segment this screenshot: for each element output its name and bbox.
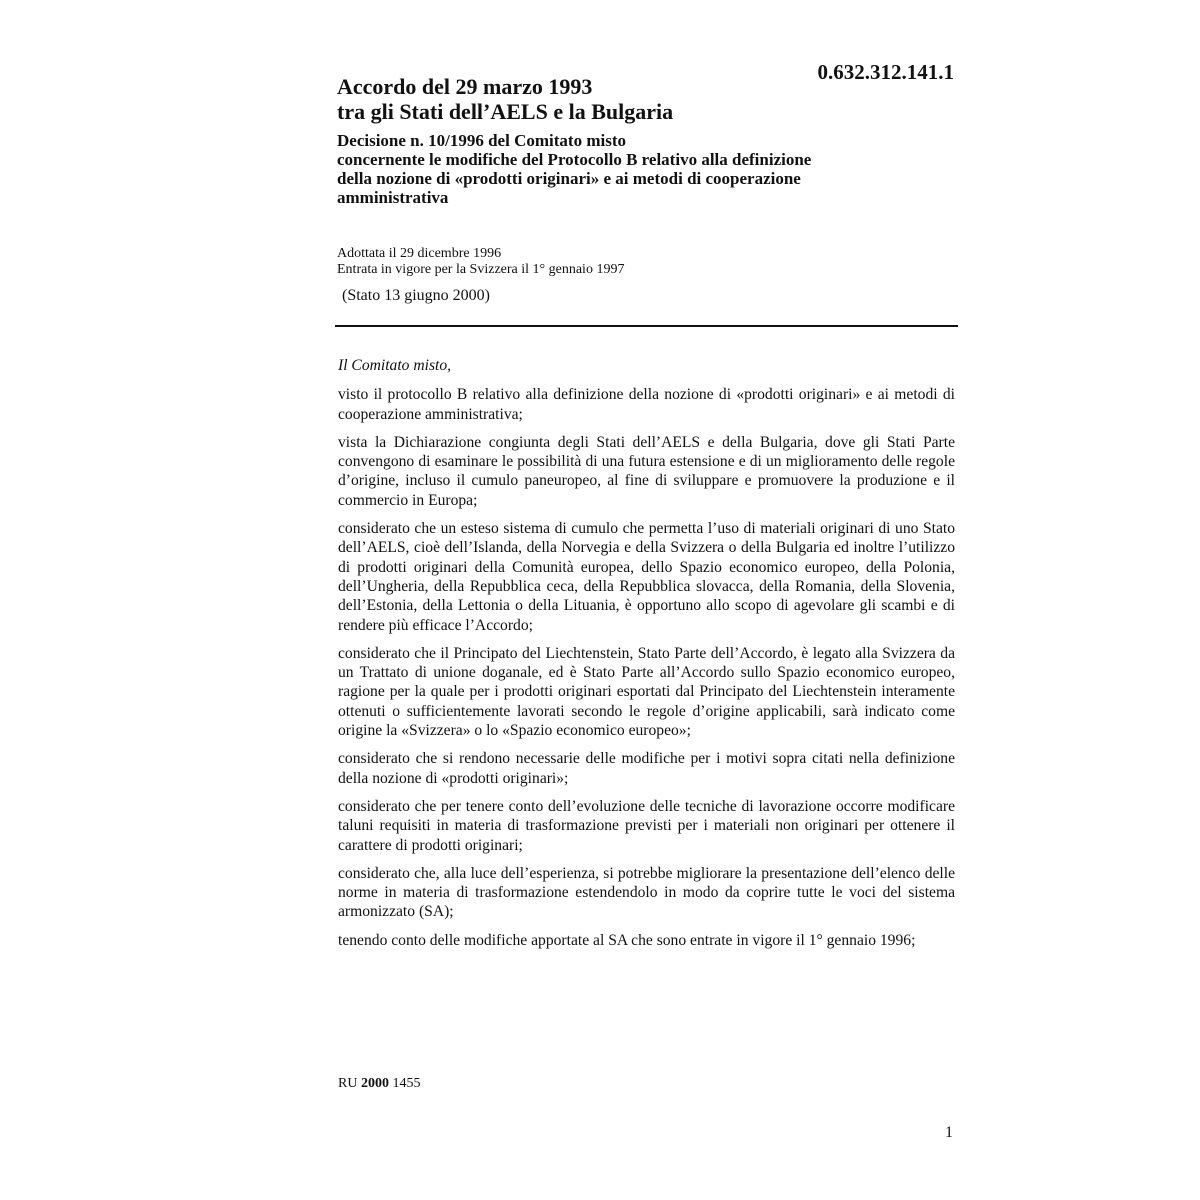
paragraph: tenendo conto delle modifiche apportate al SA che sono entrate in vigore il 1° gennaio 1996; xyxy=(338,931,916,949)
page-number: 1 xyxy=(945,1124,953,1141)
title-line-2: tra gli Stati dell’AELS e la Bulgaria xyxy=(337,99,674,124)
header-divider xyxy=(335,325,958,327)
paragraph: considerato che un esteso sistema di cumulo che permetta l’uso di materiali originari di uno Stato dell’AELS, cioè dell’Islanda, della Norvegia e della Svizzera o della Bulgaria ed inoltre l’utilizzo di prodotti originari della Comunità europea, dello Spazio economico europeo, della Polonia, dell’Ungheria, della Repubblica ceca, della Repubblica slovacca, della Romania, della Slovenia, dell’Estonia, della Lettonia o della Lituania, è opportuno allo scopo di agevolare gli scambi e di rendere più efficace l’Accordo; xyxy=(338,520,955,634)
intro-line: Il Comitato misto, xyxy=(338,357,452,374)
paragraph: considerato che, alla luce dell’esperienza, si potrebbe migliorare la presentazione dell’elenco delle norme in materia di trasformazione estendendolo in modo da coprire tutte le voci del sistema armonizzato (SA); xyxy=(338,864,955,921)
subtitle-line-2: concernente le modifiche del Protocollo B relativo alla definizione xyxy=(337,150,812,169)
ru-page: 1455 xyxy=(392,1076,421,1091)
ru-reference xyxy=(338,1076,420,1092)
in-force-date: Entrata in vigore per la Svizzera il 1° gennaio 1997 xyxy=(337,262,625,277)
subtitle-line-4: amministrativa xyxy=(337,188,449,207)
document-body xyxy=(338,356,955,959)
ru-prefix: RU xyxy=(338,1076,358,1091)
title-line-1: Accordo del 29 marzo 1993 xyxy=(337,74,593,99)
subtitle-line-3: della nozione di «prodotti originari» e ai metodi di cooperazione xyxy=(337,169,801,188)
paragraph: considerato che si rendono necessarie delle modifiche per i motivi sopra citati nella definizione della nozione di «prodotti originari»; xyxy=(338,750,955,787)
paragraph: considerato che per tenere conto dell’evoluzione delle tecniche di lavorazione occorre modificare taluni requisiti in materia di trasformazione previsti per i materiali non originari per ottenere il carattere di prodotti originari; xyxy=(338,797,955,854)
paragraph: visto il protocollo B relativo alla definizione della nozione di «prodotti originari» e ai metodi di cooperazione amministrativa; xyxy=(338,386,955,423)
adoption-info xyxy=(337,246,624,278)
adopted-date: Adottata il 29 dicembre 1996 xyxy=(337,246,502,261)
paragraph: vista la Dichiarazione congiunta degli Stati dell’AELS e della Bulgaria, dove gli Stati Parte convengono di esaminare le possibilità di una futura estensione e di un miglioramento delle regole d’origine, incluso il cumulo paneuropeo, al fine di sviluppare e promuovere la produzione e il commercio in Europa; xyxy=(338,433,955,509)
document-subtitle xyxy=(337,131,957,207)
sr-number: 0.632.312.141.1 xyxy=(817,60,954,84)
ru-year: 2000 xyxy=(360,1076,389,1091)
document-title xyxy=(337,74,673,124)
paragraph: considerato che il Principato del Liechtenstein, Stato Parte dell’Accordo, è legato alla Svizzera da un Trattato di unione doganale, ed è Stato Parte all’Accordo sullo Spazio economico europeo, ragione per la quale per i prodotti originari esportati dal Principato del Liechtenstein interamente ottenuti o sufficientemente lavorati secondo le regole d’origine applicabili, sarà indicato come origine la «Svizzera» o lo «Spazio economico europeo»; xyxy=(338,644,955,740)
status-date: (Stato 13 giugno 2000) xyxy=(342,287,490,304)
subtitle-line-1: Decisione n. 10/1996 del Comitato misto xyxy=(337,131,626,150)
